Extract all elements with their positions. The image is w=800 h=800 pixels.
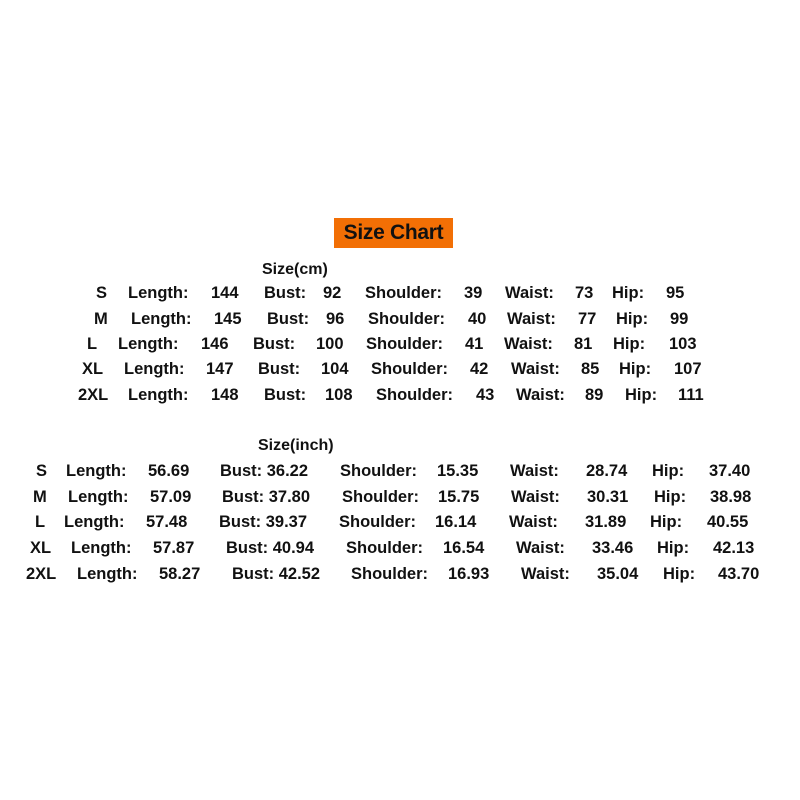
bust-label: Bust: <box>264 386 307 404</box>
bust-label: Bust: <box>253 335 296 353</box>
waist-value: 89 <box>585 386 604 404</box>
length-label: Length: <box>118 335 179 353</box>
waist-value: 85 <box>581 360 600 378</box>
hip-value: 111 <box>678 386 704 404</box>
hip-value: 103 <box>669 335 697 353</box>
waist-value: 31.89 <box>585 513 627 531</box>
hip-value: 38.98 <box>710 488 752 506</box>
shoulder-value: 41 <box>465 335 484 353</box>
bust-value: 100 <box>316 335 344 353</box>
length-value: 57.09 <box>150 488 192 506</box>
shoulder-label: Shoulder: <box>368 310 445 328</box>
bust-value: Bust: 40.94 <box>226 539 315 557</box>
shoulder-value: 42 <box>470 360 489 378</box>
size-cell: M <box>94 310 108 328</box>
shoulder-value: 15.35 <box>437 462 479 480</box>
hip-label: Hip: <box>616 310 649 328</box>
bust-value: Bust: 36.22 <box>220 462 309 480</box>
length-label: Length: <box>128 386 189 404</box>
bust-value: 92 <box>323 284 342 302</box>
length-label: Length: <box>77 565 138 583</box>
waist-value: 81 <box>574 335 593 353</box>
bust-label: Bust: <box>267 310 310 328</box>
size-row-s <box>0 459 800 483</box>
length-value: 147 <box>206 360 234 378</box>
shoulder-label: Shoulder: <box>346 539 423 557</box>
bust-value: Bust: 42.52 <box>232 565 321 583</box>
size-cell: 2XL <box>26 565 57 583</box>
hip-label: Hip: <box>654 488 687 506</box>
shoulder-value: 16.93 <box>448 565 490 583</box>
size-cell: L <box>35 513 46 531</box>
length-label: Length: <box>124 360 185 378</box>
hip-label: Hip: <box>612 284 645 302</box>
inch-section-label: Size(inch) <box>258 437 334 454</box>
size-cell: XL <box>82 360 104 378</box>
length-label: Length: <box>131 310 192 328</box>
shoulder-value: 16.54 <box>443 539 485 557</box>
shoulder-label: Shoulder: <box>340 462 417 480</box>
shoulder-label: Shoulder: <box>351 565 428 583</box>
length-value: 144 <box>211 284 239 302</box>
waist-label: Waist: <box>516 539 565 557</box>
length-value: 58.27 <box>159 565 201 583</box>
shoulder-label: Shoulder: <box>365 284 442 302</box>
shoulder-value: 39 <box>464 284 483 302</box>
size-row-m <box>0 485 800 509</box>
size-cell: S <box>96 284 108 302</box>
hip-label: Hip: <box>613 335 646 353</box>
shoulder-value: 15.75 <box>438 488 480 506</box>
length-value: 57.87 <box>153 539 195 557</box>
waist-value: 35.04 <box>597 565 639 583</box>
shoulder-label: Shoulder: <box>376 386 453 404</box>
hip-label: Hip: <box>652 462 685 480</box>
bust-label: Bust: <box>264 284 307 302</box>
size-row-l <box>0 510 800 534</box>
length-label: Length: <box>66 462 127 480</box>
size-cell: L <box>87 335 98 353</box>
length-value: 146 <box>201 335 229 353</box>
waist-value: 77 <box>578 310 597 328</box>
bust-value: Bust: 39.37 <box>219 513 308 531</box>
shoulder-value: 43 <box>476 386 495 404</box>
size-cell: XL <box>30 539 52 557</box>
length-value: 57.48 <box>146 513 188 531</box>
size-row-m <box>0 307 800 331</box>
waist-label: Waist: <box>511 488 560 506</box>
waist-label: Waist: <box>504 335 553 353</box>
bust-value: 108 <box>325 386 353 404</box>
hip-label: Hip: <box>625 386 658 404</box>
waist-value: 73 <box>575 284 594 302</box>
shoulder-label: Shoulder: <box>342 488 419 506</box>
size-cell: S <box>36 462 48 480</box>
hip-label: Hip: <box>619 360 652 378</box>
waist-label: Waist: <box>521 565 570 583</box>
hip-value: 42.13 <box>713 539 755 557</box>
waist-label: Waist: <box>510 462 559 480</box>
hip-label: Hip: <box>663 565 696 583</box>
size-cell: M <box>33 488 47 506</box>
length-label: Length: <box>64 513 125 531</box>
size-row-xl <box>0 357 800 381</box>
hip-value: 95 <box>666 284 685 302</box>
size-row-2xl <box>0 383 800 407</box>
waist-label: Waist: <box>509 513 558 531</box>
waist-label: Waist: <box>507 310 556 328</box>
hip-label: Hip: <box>657 539 690 557</box>
length-value: 56.69 <box>148 462 190 480</box>
size-row-2xl <box>0 562 800 586</box>
hip-value: 107 <box>674 360 702 378</box>
length-value: 148 <box>211 386 239 404</box>
hip-value: 40.55 <box>707 513 749 531</box>
length-label: Length: <box>68 488 129 506</box>
waist-value: 33.46 <box>592 539 634 557</box>
hip-value: 37.40 <box>709 462 751 480</box>
waist-label: Waist: <box>516 386 565 404</box>
waist-value: 30.31 <box>587 488 629 506</box>
shoulder-label: Shoulder: <box>339 513 416 531</box>
shoulder-value: 16.14 <box>435 513 477 531</box>
hip-label: Hip: <box>650 513 683 531</box>
hip-value: 99 <box>670 310 689 328</box>
length-label: Length: <box>71 539 132 557</box>
size-row-xl <box>0 536 800 560</box>
bust-value: 96 <box>326 310 345 328</box>
hip-value: 43.70 <box>718 565 760 583</box>
waist-label: Waist: <box>511 360 560 378</box>
waist-label: Waist: <box>505 284 554 302</box>
bust-value: Bust: 37.80 <box>222 488 311 506</box>
shoulder-label: Shoulder: <box>371 360 448 378</box>
length-value: 145 <box>214 310 242 328</box>
length-label: Length: <box>128 284 189 302</box>
waist-value: 28.74 <box>586 462 628 480</box>
cm-section-label: Size(cm) <box>262 261 328 278</box>
bust-value: 104 <box>321 360 349 378</box>
size-cell: 2XL <box>78 386 109 404</box>
size-row-s <box>0 281 800 305</box>
bust-label: Bust: <box>258 360 301 378</box>
size-row-l <box>0 332 800 356</box>
shoulder-value: 40 <box>468 310 487 328</box>
shoulder-label: Shoulder: <box>366 335 443 353</box>
size-chart-title: Size Chart <box>334 218 453 248</box>
